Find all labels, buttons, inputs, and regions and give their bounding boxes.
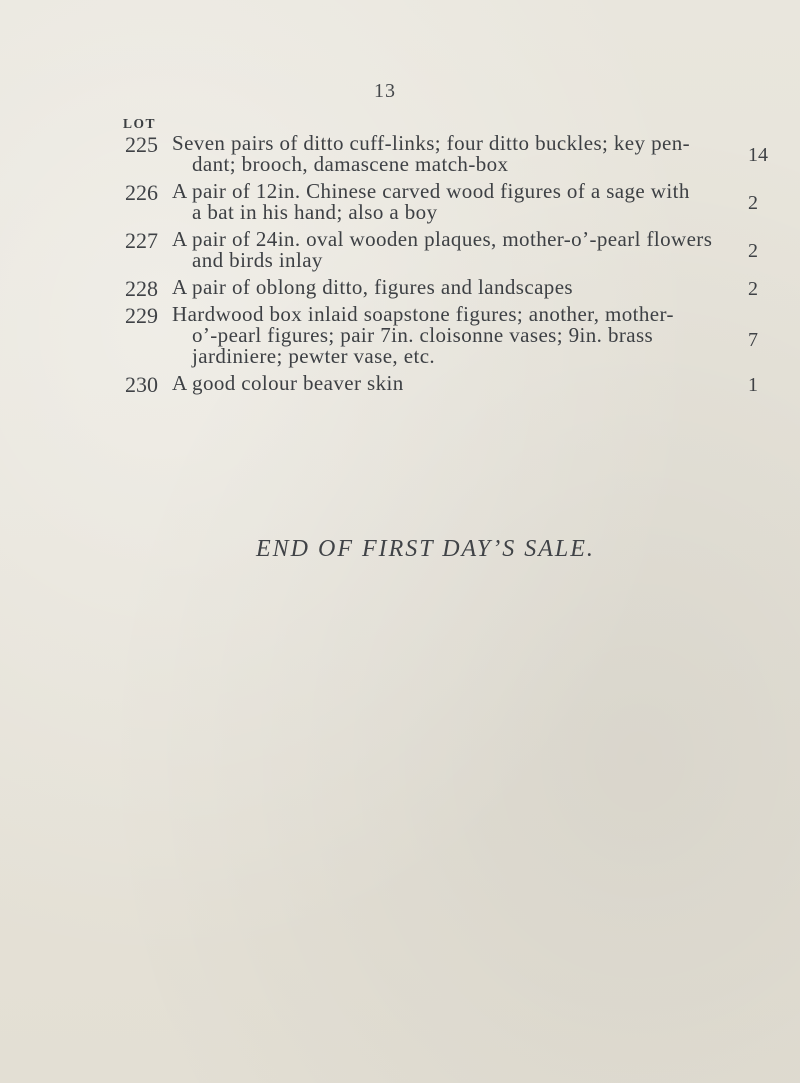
lot-number: 229 — [125, 303, 158, 328]
description-line: Seven pairs of ditto cuff-links; four ditto buckles; key pen- — [172, 131, 690, 155]
lot-description — [172, 277, 634, 298]
lot-price: 7 — [748, 329, 758, 351]
lot-price: 2 — [748, 278, 758, 300]
description-line: Hardwood box inlaid soapstone figures; another, mother- — [172, 302, 674, 326]
description-line: a bat in his hand; also a boy — [192, 200, 438, 224]
lot-column-header: LOT — [123, 116, 157, 131]
lot-number: 226 — [125, 180, 158, 205]
lot-price: 14 — [748, 144, 768, 166]
end-of-sale-note: END OF FIRST DAY’S SALE. — [256, 536, 595, 562]
lot-description — [172, 227, 713, 272]
lot-number: 230 — [125, 372, 158, 397]
description-line: A good colour beaver skin — [172, 371, 404, 395]
lot-number: 227 — [125, 228, 158, 253]
lot-number: 225 — [125, 132, 158, 157]
lot-description — [172, 131, 690, 176]
lot-description — [172, 373, 634, 394]
page-number: 13 — [374, 80, 396, 102]
description-line: A pair of 24in. oval wooden plaques, mother-o’-pearl flowers — [172, 227, 713, 251]
description-line: A pair of oblong ditto, figures and landscapes — [172, 275, 573, 299]
lot-number: 228 — [125, 276, 158, 301]
lot-price: 1 — [748, 374, 758, 396]
description-line: dant; brooch, damascene match-box — [192, 152, 509, 176]
lot-price: 2 — [748, 192, 758, 214]
description-line: A pair of 12in. Chinese carved wood figures of a sage with — [172, 179, 690, 203]
lot-price: 2 — [748, 240, 758, 262]
lot-description — [172, 179, 690, 224]
description-line: jardiniere; pewter vase, etc. — [192, 344, 436, 368]
lot-description — [172, 302, 674, 368]
description-line: o’-pearl figures; pair 7in. cloisonne vases; 9in. brass — [192, 323, 654, 347]
description-line: and birds inlay — [192, 248, 323, 272]
